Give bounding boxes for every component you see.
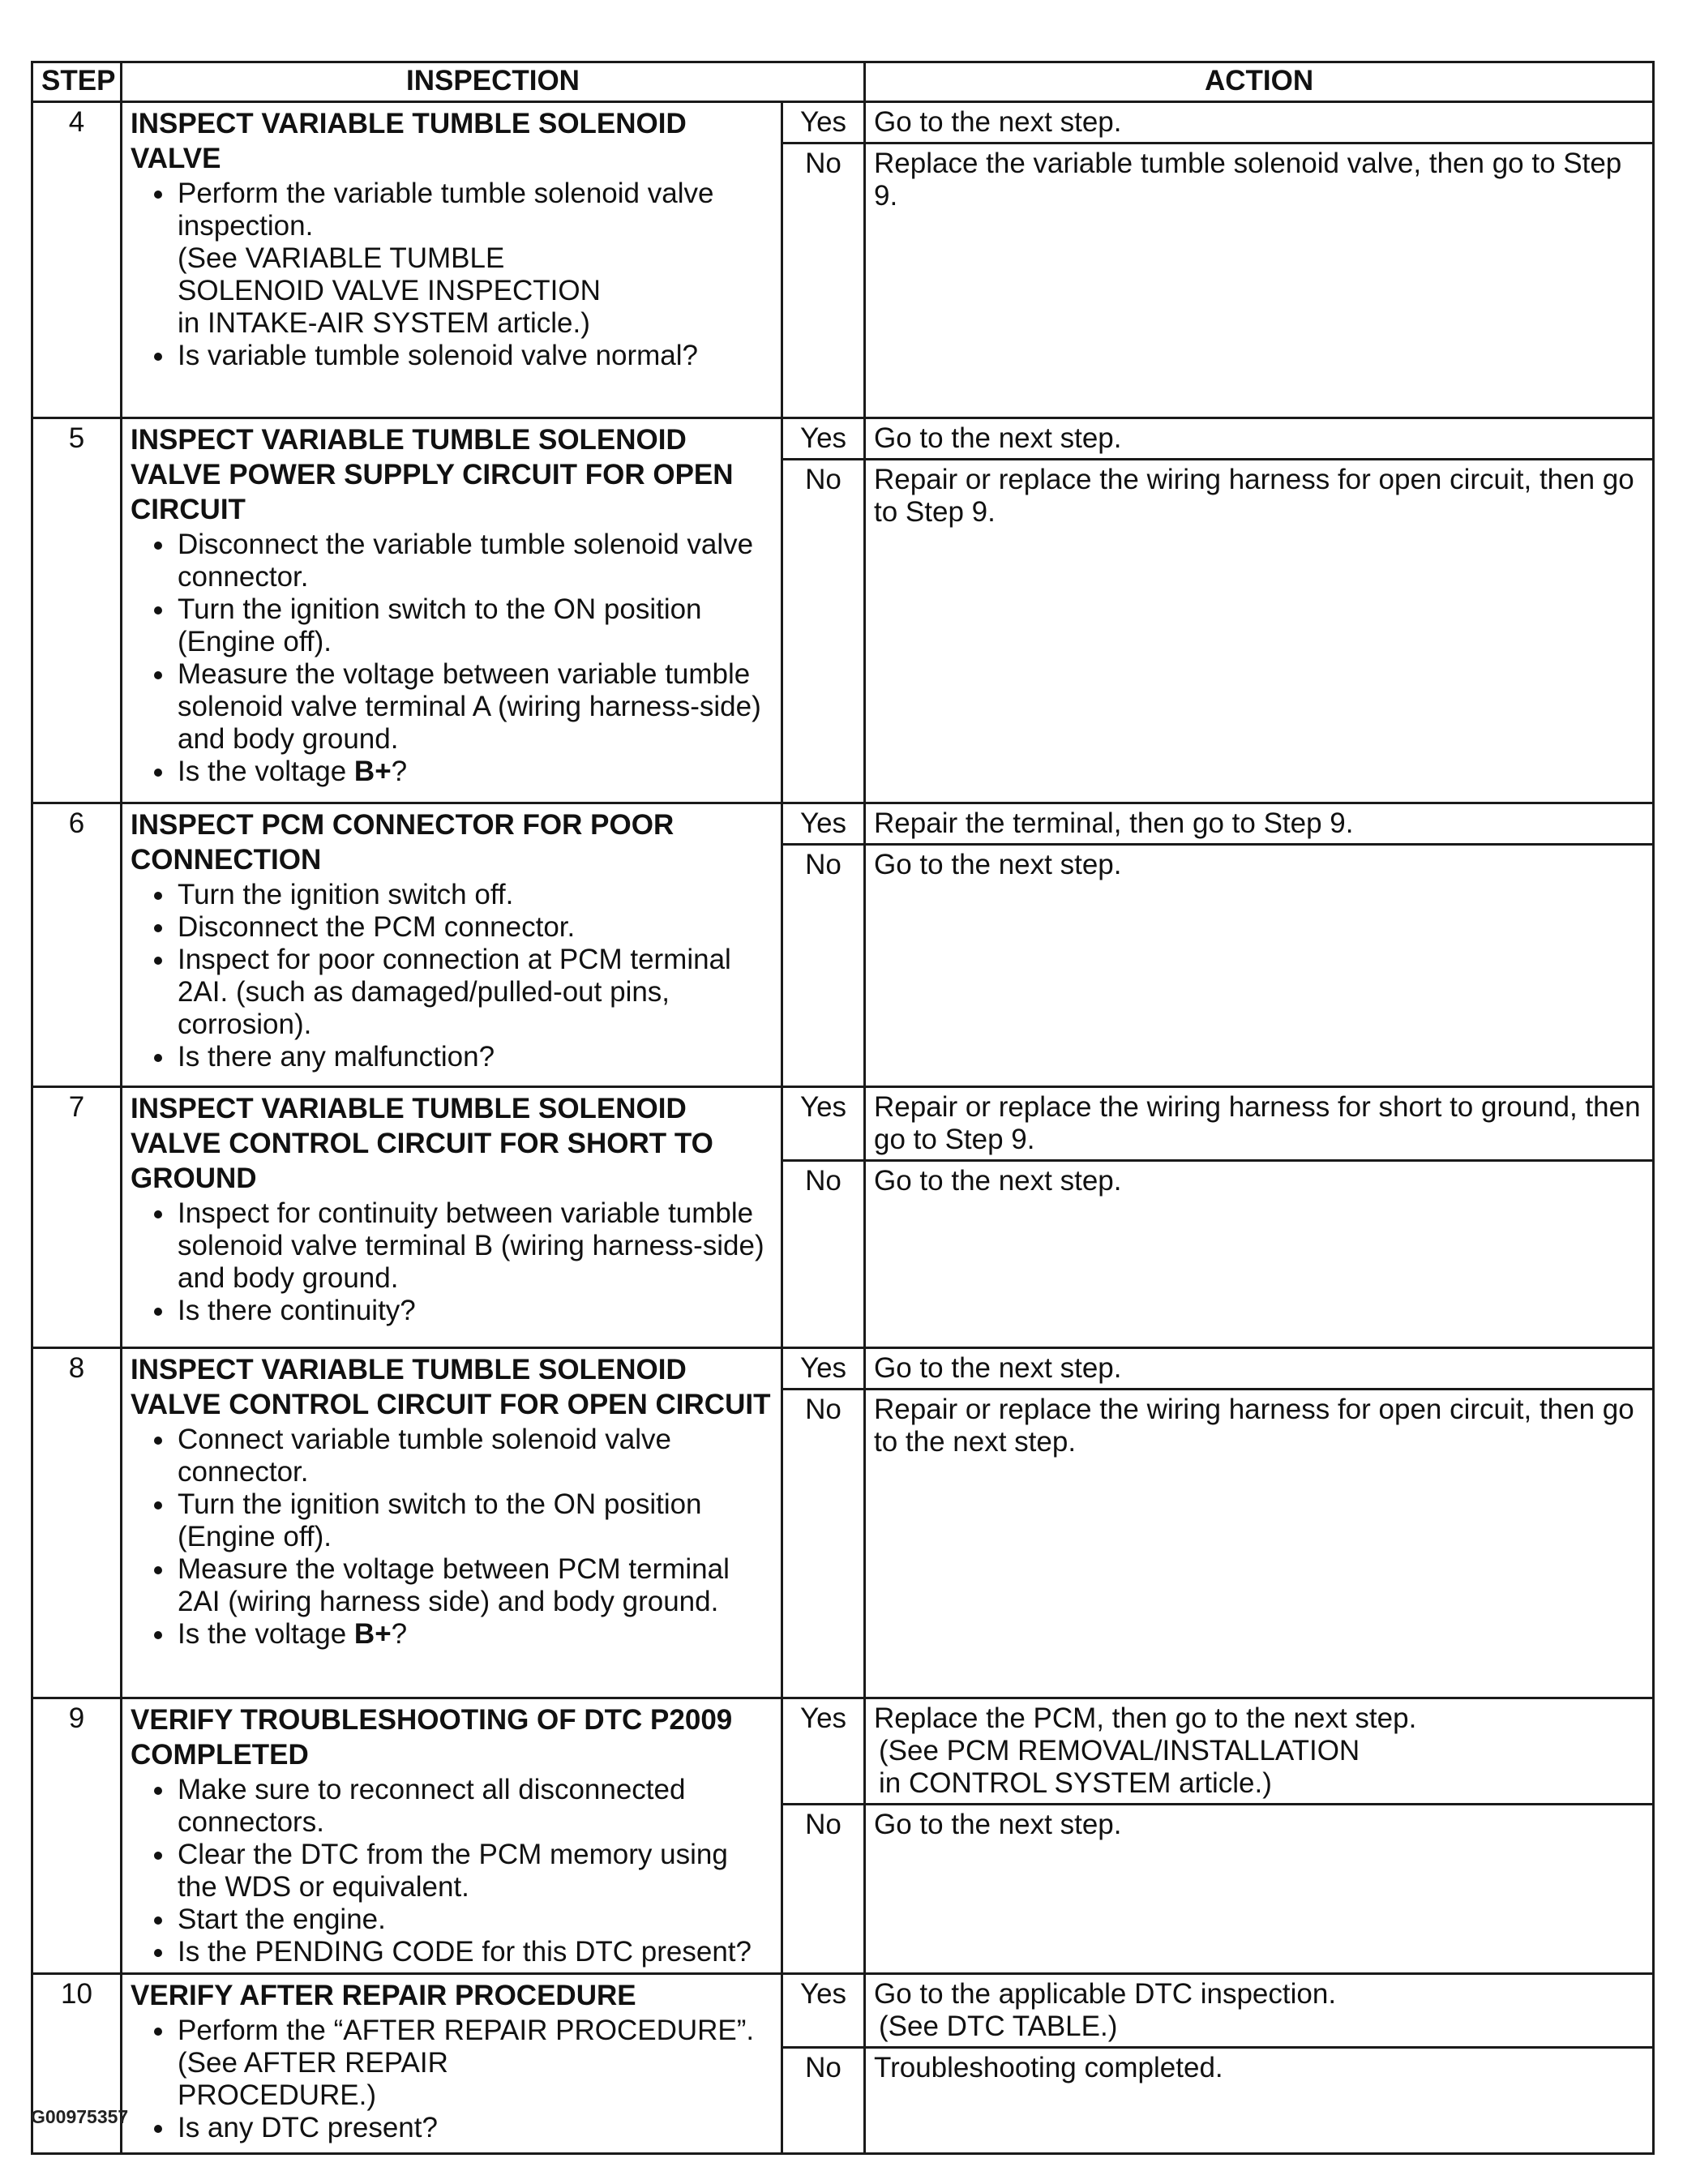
inspection-bullet bbox=[176, 879, 773, 911]
inspection-title: INSPECT VARIABLE TUMBLE SOLENOID VALVE CONTROL CIRCUIT FOR OPEN CIRCUIT bbox=[131, 1354, 771, 1420]
inspection-cell bbox=[122, 102, 782, 418]
inspection-bullet bbox=[176, 593, 773, 658]
step-number: 5 bbox=[32, 418, 122, 803]
inspection-bullet bbox=[176, 1488, 773, 1553]
cross-reference-line: SOLENOID VALVE INSPECTION bbox=[178, 275, 601, 306]
inspection-cell bbox=[122, 1348, 782, 1698]
bullet-text: Turn the ignition switch to the ON position (Engine off). bbox=[178, 593, 702, 657]
figure-id: G00975357 bbox=[31, 2106, 129, 2127]
bullet-text: Turn the ignition switch to the ON position (Engine off). bbox=[178, 1488, 702, 1552]
inspection-bullet bbox=[176, 1197, 773, 1295]
inspection-title: VERIFY AFTER REPAIR PROCEDURE bbox=[131, 1980, 636, 2011]
yes-action-text: Go to the next step. bbox=[874, 106, 1122, 138]
bullet-suffix: ? bbox=[391, 756, 408, 787]
yes-action-reference: in CONTROL SYSTEM article.) bbox=[879, 1767, 1272, 1799]
inspection-cell bbox=[122, 418, 782, 803]
inspection-bullet bbox=[176, 1904, 773, 1936]
table-row-step-yes bbox=[32, 418, 1654, 460]
bullet-bold-value: B+ bbox=[353, 1618, 392, 1650]
inspection-bullet-list bbox=[131, 178, 773, 372]
yes-label: Yes bbox=[782, 102, 865, 143]
bullet-text: Is there any malfunction? bbox=[178, 1041, 495, 1073]
cross-reference-line: (See VARIABLE TUMBLE bbox=[178, 242, 505, 274]
inspection-cell bbox=[122, 1698, 782, 1974]
inspection-title: INSPECT VARIABLE TUMBLE SOLENOID VALVE bbox=[131, 108, 687, 174]
bullet-suffix: ? bbox=[391, 1618, 408, 1650]
no-label: No bbox=[782, 845, 865, 1087]
inspection-bullet-list bbox=[131, 1197, 773, 1327]
no-action: Repair or replace the wiring harness for open circuit, then go to the next step. bbox=[865, 1390, 1654, 1698]
yes-action bbox=[865, 1348, 1654, 1390]
inspection-cell bbox=[122, 1087, 782, 1348]
bullet-text: Measure the voltage between PCM terminal 2AI (wiring harness side) and body ground. bbox=[178, 1553, 730, 1617]
yes-action bbox=[865, 1698, 1654, 1805]
yes-label: Yes bbox=[782, 1087, 865, 1161]
bullet-text: Is the PENDING CODE for this DTC present? bbox=[178, 1936, 752, 1968]
cross-reference-line: in INTAKE-AIR SYSTEM article.) bbox=[178, 307, 590, 339]
yes-label: Yes bbox=[782, 803, 865, 845]
inspection-bullet bbox=[176, 1774, 773, 1839]
inspection-bullet bbox=[176, 2015, 773, 2112]
step-number: 9 bbox=[32, 1698, 122, 1974]
inspection-bullet bbox=[176, 1295, 773, 1327]
inspection-bullet bbox=[176, 2112, 773, 2144]
bullet-text: Is any DTC present? bbox=[178, 2112, 438, 2143]
step-number: 4 bbox=[32, 102, 122, 418]
bullet-text: Measure the voltage between variable tumble solenoid valve terminal A (wiring harness-side) and body ground. bbox=[178, 658, 761, 755]
bullet-text: Make sure to reconnect all disconnected connectors. bbox=[178, 1774, 686, 1838]
no-action: Go to the next step. bbox=[865, 845, 1654, 1087]
yes-label: Yes bbox=[782, 1974, 865, 2048]
bullet-text: Disconnect the variable tumble solenoid valve connector. bbox=[178, 529, 754, 593]
bullet-bold-value: B+ bbox=[353, 756, 392, 787]
no-action: Go to the next step. bbox=[865, 1161, 1654, 1348]
inspection-bullet bbox=[176, 658, 773, 756]
bullet-text: Perform the variable tumble solenoid valve inspection. bbox=[178, 178, 714, 242]
yes-action bbox=[865, 1974, 1654, 2048]
header-inspection: INSPECTION bbox=[122, 62, 865, 102]
inspection-bullet bbox=[176, 1424, 773, 1488]
step-number: 10 bbox=[32, 1974, 122, 2154]
inspection-bullet bbox=[176, 1041, 773, 1073]
bullet-text: Is the voltage bbox=[178, 1618, 354, 1650]
bullet-text: Is there continuity? bbox=[178, 1295, 416, 1326]
yes-label: Yes bbox=[782, 1698, 865, 1805]
no-label: No bbox=[782, 1161, 865, 1348]
no-label: No bbox=[782, 460, 865, 803]
yes-label: Yes bbox=[782, 1348, 865, 1390]
cross-reference bbox=[178, 242, 773, 340]
yes-action-text: Go to the applicable DTC inspection. bbox=[874, 1978, 1337, 2010]
cross-reference-line: (See AFTER REPAIR bbox=[178, 2047, 448, 2079]
no-label: No bbox=[782, 2048, 865, 2154]
yes-label: Yes bbox=[782, 418, 865, 460]
table-header-row bbox=[32, 62, 1654, 102]
inspection-bullet bbox=[176, 1936, 773, 1968]
cross-reference-line: PROCEDURE.) bbox=[178, 2079, 377, 2111]
bullet-text: Is variable tumble solenoid valve normal? bbox=[178, 340, 698, 371]
inspection-bullet bbox=[176, 756, 773, 788]
inspection-bullet-list bbox=[131, 879, 773, 1073]
table-row-step-yes bbox=[32, 102, 1654, 143]
inspection-bullet-list bbox=[131, 1774, 773, 1968]
cross-reference bbox=[178, 2047, 773, 2112]
no-action: Troubleshooting completed. bbox=[865, 2048, 1654, 2154]
step-number: 7 bbox=[32, 1087, 122, 1348]
inspection-bullet bbox=[176, 340, 773, 372]
bullet-text: Disconnect the PCM connector. bbox=[178, 911, 576, 943]
inspection-bullet-list bbox=[131, 1424, 773, 1651]
yes-action-reference: (See DTC TABLE.) bbox=[879, 2011, 1118, 2042]
yes-action bbox=[865, 803, 1654, 845]
bullet-text: Inspect for poor connection at PCM terminal 2AI. (such as damaged/pulled-out pins, corrosion). bbox=[178, 944, 731, 1040]
yes-action-reference: (See PCM REMOVAL/INSTALLATION bbox=[879, 1735, 1360, 1766]
inspection-bullet bbox=[176, 1839, 773, 1904]
bullet-text: Turn the ignition switch off. bbox=[178, 879, 514, 910]
yes-action-text: Go to the next step. bbox=[874, 1352, 1122, 1384]
yes-action bbox=[865, 102, 1654, 143]
yes-action-text: Repair the terminal, then go to Step 9. bbox=[874, 807, 1354, 839]
bullet-text: Inspect for continuity between variable tumble solenoid valve terminal B (wiring harness-side) and body ground. bbox=[178, 1197, 764, 1294]
inspection-cell bbox=[122, 1974, 782, 2154]
no-label: No bbox=[782, 143, 865, 418]
yes-action bbox=[865, 418, 1654, 460]
table-row-step-yes bbox=[32, 803, 1654, 845]
troubleshooting-table bbox=[31, 61, 1655, 2155]
step-number: 6 bbox=[32, 803, 122, 1087]
inspection-title: INSPECT PCM CONNECTOR FOR POOR CONNECTION bbox=[131, 809, 674, 876]
bullet-text: Perform the “AFTER REPAIR PROCEDURE”. bbox=[178, 2015, 755, 2046]
inspection-bullet bbox=[176, 1553, 773, 1618]
header-step: STEP bbox=[32, 62, 122, 102]
table-row-step-yes bbox=[32, 1087, 1654, 1161]
inspection-bullet bbox=[176, 529, 773, 593]
no-label: No bbox=[782, 1390, 865, 1698]
table-row-step-yes bbox=[32, 1348, 1654, 1390]
inspection-cell bbox=[122, 803, 782, 1087]
table-row-step-yes bbox=[32, 1974, 1654, 2048]
inspection-title: INSPECT VARIABLE TUMBLE SOLENOID VALVE POWER SUPPLY CIRCUIT FOR OPEN CIRCUIT bbox=[131, 424, 734, 525]
yes-action-text: Go to the next step. bbox=[874, 422, 1122, 454]
header-action: ACTION bbox=[865, 62, 1654, 102]
inspection-bullet bbox=[176, 944, 773, 1041]
no-action: Go to the next step. bbox=[865, 1805, 1654, 1974]
yes-action-text: Replace the PCM, then go to the next step. bbox=[874, 1702, 1417, 1734]
no-action: Repair or replace the wiring harness for open circuit, then go to Step 9. bbox=[865, 460, 1654, 803]
inspection-bullet-list bbox=[131, 2015, 773, 2144]
yes-action bbox=[865, 1087, 1654, 1161]
inspection-title: INSPECT VARIABLE TUMBLE SOLENOID VALVE CONTROL CIRCUIT FOR SHORT TO GROUND bbox=[131, 1093, 713, 1194]
inspection-bullet-list bbox=[131, 529, 773, 788]
bullet-text: Clear the DTC from the PCM memory using the WDS or equivalent. bbox=[178, 1839, 728, 1903]
step-number: 8 bbox=[32, 1348, 122, 1698]
table-row-step-yes bbox=[32, 1698, 1654, 1805]
no-label: No bbox=[782, 1805, 865, 1974]
inspection-title: VERIFY TROUBLESHOOTING OF DTC P2009 COMPLETED bbox=[131, 1704, 733, 1771]
bullet-text: Start the engine. bbox=[178, 1904, 386, 1935]
bullet-text: Connect variable tumble solenoid valve connector. bbox=[178, 1424, 671, 1488]
table-body bbox=[32, 102, 1654, 2154]
inspection-bullet bbox=[176, 178, 773, 340]
inspection-bullet bbox=[176, 911, 773, 944]
no-action: Replace the variable tumble solenoid valve, then go to Step 9. bbox=[865, 143, 1654, 418]
bullet-text: Is the voltage bbox=[178, 756, 354, 787]
yes-action-text: Repair or replace the wiring harness for short to ground, then go to Step 9. bbox=[874, 1091, 1641, 1155]
inspection-bullet bbox=[176, 1618, 773, 1651]
